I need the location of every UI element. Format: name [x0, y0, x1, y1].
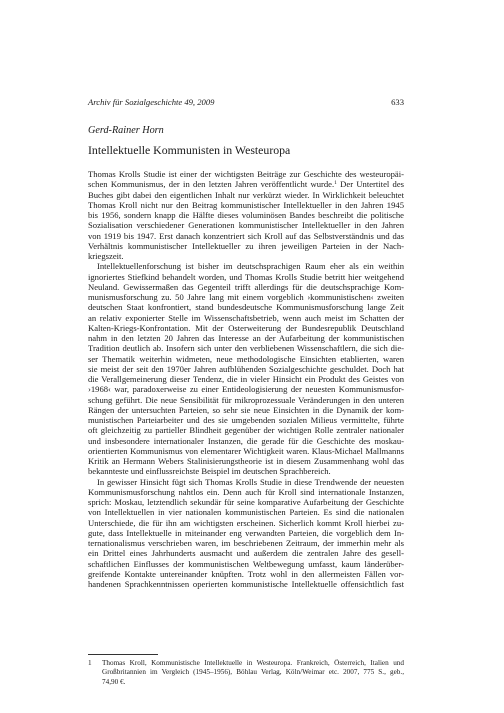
body-text: Kritik an Hermann Webers Stalinisierungstheorie ist in diesem Zusammenhang wohl das — [88, 456, 404, 466]
body-text-line — [88, 179, 404, 189]
author-name: Gerd-Rainer Horn — [88, 125, 164, 136]
body-text-line — [88, 231, 404, 241]
body-text-line — [88, 559, 404, 569]
body-text-line — [88, 272, 404, 282]
article-body — [88, 169, 404, 589]
body-text-line — [88, 241, 404, 251]
body-text: deutschen Staat konfrontiert, stand bundesdeutsche Kommunismusforschung lange Zeit — [88, 302, 404, 313]
body-text: schaftlichen Einflusses der kommunistischen Weltbewegung umfasst, kaum länderüber- — [88, 558, 404, 569]
body-text: Der Untertitel des — [336, 179, 404, 190]
body-text: nahm in den letzten 20 Jahren das Interesse an der Aufarbeitung der kommunistischen — [88, 333, 404, 343]
body-text-line — [88, 415, 404, 425]
article-title: Intellektuelle Kommunisten in Westeuropa — [88, 143, 291, 157]
body-text: schen Kommunismus, der in den letzten Jahren veröffentlicht wurde. — [88, 179, 335, 190]
body-text: Rängen der untersuchten Parteien, so sehr sie neue Einsichten in die Dynamik der kom- — [88, 404, 404, 415]
body-text-line — [88, 302, 404, 312]
body-text: kriegszeit. — [88, 251, 124, 261]
body-text-line — [88, 384, 404, 394]
footnote-text — [102, 659, 404, 687]
body-text-line — [88, 446, 404, 456]
body-text: Kalten-Kriegs-Konfrontation. Mit der Osterweiterung der Bundesrepublik Deutschland — [88, 322, 404, 333]
body-text-line — [88, 374, 404, 384]
body-text: Sozialisation verschiedener Generationen kommunistischer Intellektueller in den Jahren — [88, 220, 404, 231]
body-text-line — [88, 395, 404, 405]
body-text: von Intellektuellen in vier nationalen kommunistischen Parteien. Es sind die nationalen — [88, 507, 404, 518]
body-text-line — [88, 190, 404, 200]
body-text: orientierten Kommunismus von elementarer Wichtigkeit waren. Klaus-Michael Mallmanns — [88, 445, 404, 456]
body-text-line — [88, 436, 404, 446]
footnote-line: 74,90 €. — [102, 677, 126, 686]
body-text-line — [88, 507, 404, 517]
body-text-line — [88, 261, 404, 271]
body-text-line — [88, 343, 404, 353]
body-text: munismusforschung zu. 50 Jahre lang mit einem vorgeblich ›kommunistischen‹ zweiten — [88, 292, 404, 302]
footnote-reference[interactable]: 1 — [334, 180, 337, 187]
body-text: ignoriertes Stiefkind behandelt worden, und Thomas Krolls Studie betritt hier weitgehend — [88, 271, 404, 282]
body-text: Unterschiede, die für ihn am wichtigsten erscheinen. Sicherlich kommt Kroll hierbei zu- — [88, 517, 404, 528]
body-text: an relativ exponierter Stelle im Wissenschaftsbetrieb, wenn auch meist im Schatten der — [88, 312, 404, 323]
body-text-line — [88, 169, 404, 179]
body-text-line — [88, 569, 404, 579]
body-text: handenen Sprachkenntnissen operierten kommunistische Intellektuelle offensichtlich fast — [88, 579, 404, 589]
body-text: oft gleichzeitig zu partieller Blindheit gegenüber der wichtigen Rolle zentraler nationaler — [88, 425, 404, 436]
body-text-line — [88, 333, 404, 343]
body-text: die Verallgemeinerung dieser Tendenz, die in vieler Hinsicht ein Produkt des Geistes von — [88, 374, 404, 384]
footnote-line: Großbritannien im Vergleich (1945–1956), Böhlau Verlag, Köln/Weimar etc. 2007, 775 S., geb., — [102, 668, 404, 677]
body-text: Verhältnis kommunistischer Intellektueller zu ihren jeweiligen Parteien in der Nach- — [88, 240, 404, 251]
body-text: ternationalismus verschrieben waren, im beschriebenen Zeitraum, der immerhin mehr als — [88, 538, 404, 548]
body-text-line — [88, 364, 404, 374]
body-text-line — [88, 548, 404, 558]
body-text-line — [88, 528, 404, 538]
body-text: gute, dass Intellektuelle in miteinander eng verwandten Parteien, die vorgeblich dem In- — [88, 527, 404, 538]
body-text: Intellektuellenforschung ist bisher im deutschsprachigen Raum eher als ein weithin — [97, 261, 404, 272]
body-text-line — [88, 456, 404, 466]
body-text: ser Thematik weiterhin widmeten, neue methodologische Einsichten etablierten, waren — [88, 353, 404, 364]
body-text-line — [88, 518, 404, 528]
body-text-line — [88, 220, 404, 230]
body-text-line — [88, 282, 404, 292]
body-text: greifende Kontakte untereinander knüpften. Trotz wohl in den allermeisten Fällen vor- — [88, 568, 404, 579]
body-text-line — [88, 251, 404, 261]
body-text-line — [88, 405, 404, 415]
body-text-line — [88, 292, 404, 302]
body-text: sprich: Moskau, letztendlich sekundär für seine komparative Aufarbeitung der Geschichte — [88, 497, 404, 507]
body-text: Thomas Kroll nicht nur den Beitrag kommunistischer Intellektueller in den Jahren 1945 — [88, 199, 404, 210]
body-text: Thomas Krolls Studie ist einer der wichtigsten Beiträge zur Geschichte des westeuropäi- — [88, 169, 404, 179]
body-text: munistischen Parteiarbeiter und des sie umgebenden sozialen Milieus vermittelte, führte — [88, 415, 404, 425]
body-text-line — [88, 200, 404, 210]
body-text: ›1968‹ war, paradoxerweise zu einer Entideologisierung der neuesten Kommunismusfor- — [88, 384, 404, 395]
body-text: von 1919 bis 1947. Erst danach konzentriert sich Kroll auf das Selbstverständnis und das — [88, 230, 404, 241]
body-text: bis 1956, sondern knapp die Hälfte dieses voluminösen Bandes beschreibt die politische — [88, 210, 404, 220]
page-number: 633 — [391, 97, 404, 107]
body-text: Neuland. Gewissermaßen das Gegenteil trifft allerdings für die deutschsprachige Kom- — [88, 281, 404, 292]
body-text-line — [88, 579, 404, 589]
body-text-line — [88, 354, 404, 364]
body-text: In gewisser Hinsicht fügt sich Thomas Krolls Studie in diese Trendwende der neuesten — [97, 476, 404, 487]
body-text-line — [88, 210, 404, 220]
body-text-line — [88, 477, 404, 487]
body-text: Kommunismusforschung nahtlos ein. Denn auch für Kroll sind internationale Instanzen, — [88, 486, 404, 497]
body-text: Tradition deutlich ab. Insofern sich unter den verbliebenen Wissenschaftlern, die sich die- — [88, 343, 404, 354]
body-text-line — [88, 313, 404, 323]
body-text: Buches gibt dabei den eigentlichen Inhalt nur verkürzt wieder. In Wirklichkeit beleuchtet — [88, 189, 404, 200]
body-text: ein Drittel eines Jahrhunderts ausmacht und außerdem die zentralen Jahre des gesell- — [88, 548, 404, 559]
footnote-number: 1 — [88, 659, 92, 667]
footnote-rule — [88, 654, 158, 655]
body-text: schung geführt. Die neue Sensibilität für mikroprozessuale Veränderungen in den unteren — [88, 394, 404, 405]
body-text-line — [88, 487, 404, 497]
body-text-line — [88, 425, 404, 435]
body-text: bekannteste und einflussreichste Beispiel im deutschen Sprachbereich. — [88, 466, 331, 477]
body-text-line — [88, 497, 404, 507]
journal-citation: Archiv für Sozialgeschichte 49, 2009 — [88, 97, 215, 107]
body-text-line — [88, 538, 404, 548]
body-text-line — [88, 323, 404, 333]
running-header — [88, 96, 404, 108]
footnote-line: Thomas Kroll, Kommunistische Intellektuelle in Westeuropa. Frankreich, Österreich, Italien und — [102, 659, 404, 667]
body-text-line — [88, 466, 404, 476]
body-text: sie meist der seit den 1970er Jahren aufblühenden Sozialgeschichte geschuldet. Doch hat — [88, 363, 404, 374]
body-text: und insbesondere internationaler Instanzen, die gerade für die Geschichte des moskau- — [88, 435, 404, 446]
